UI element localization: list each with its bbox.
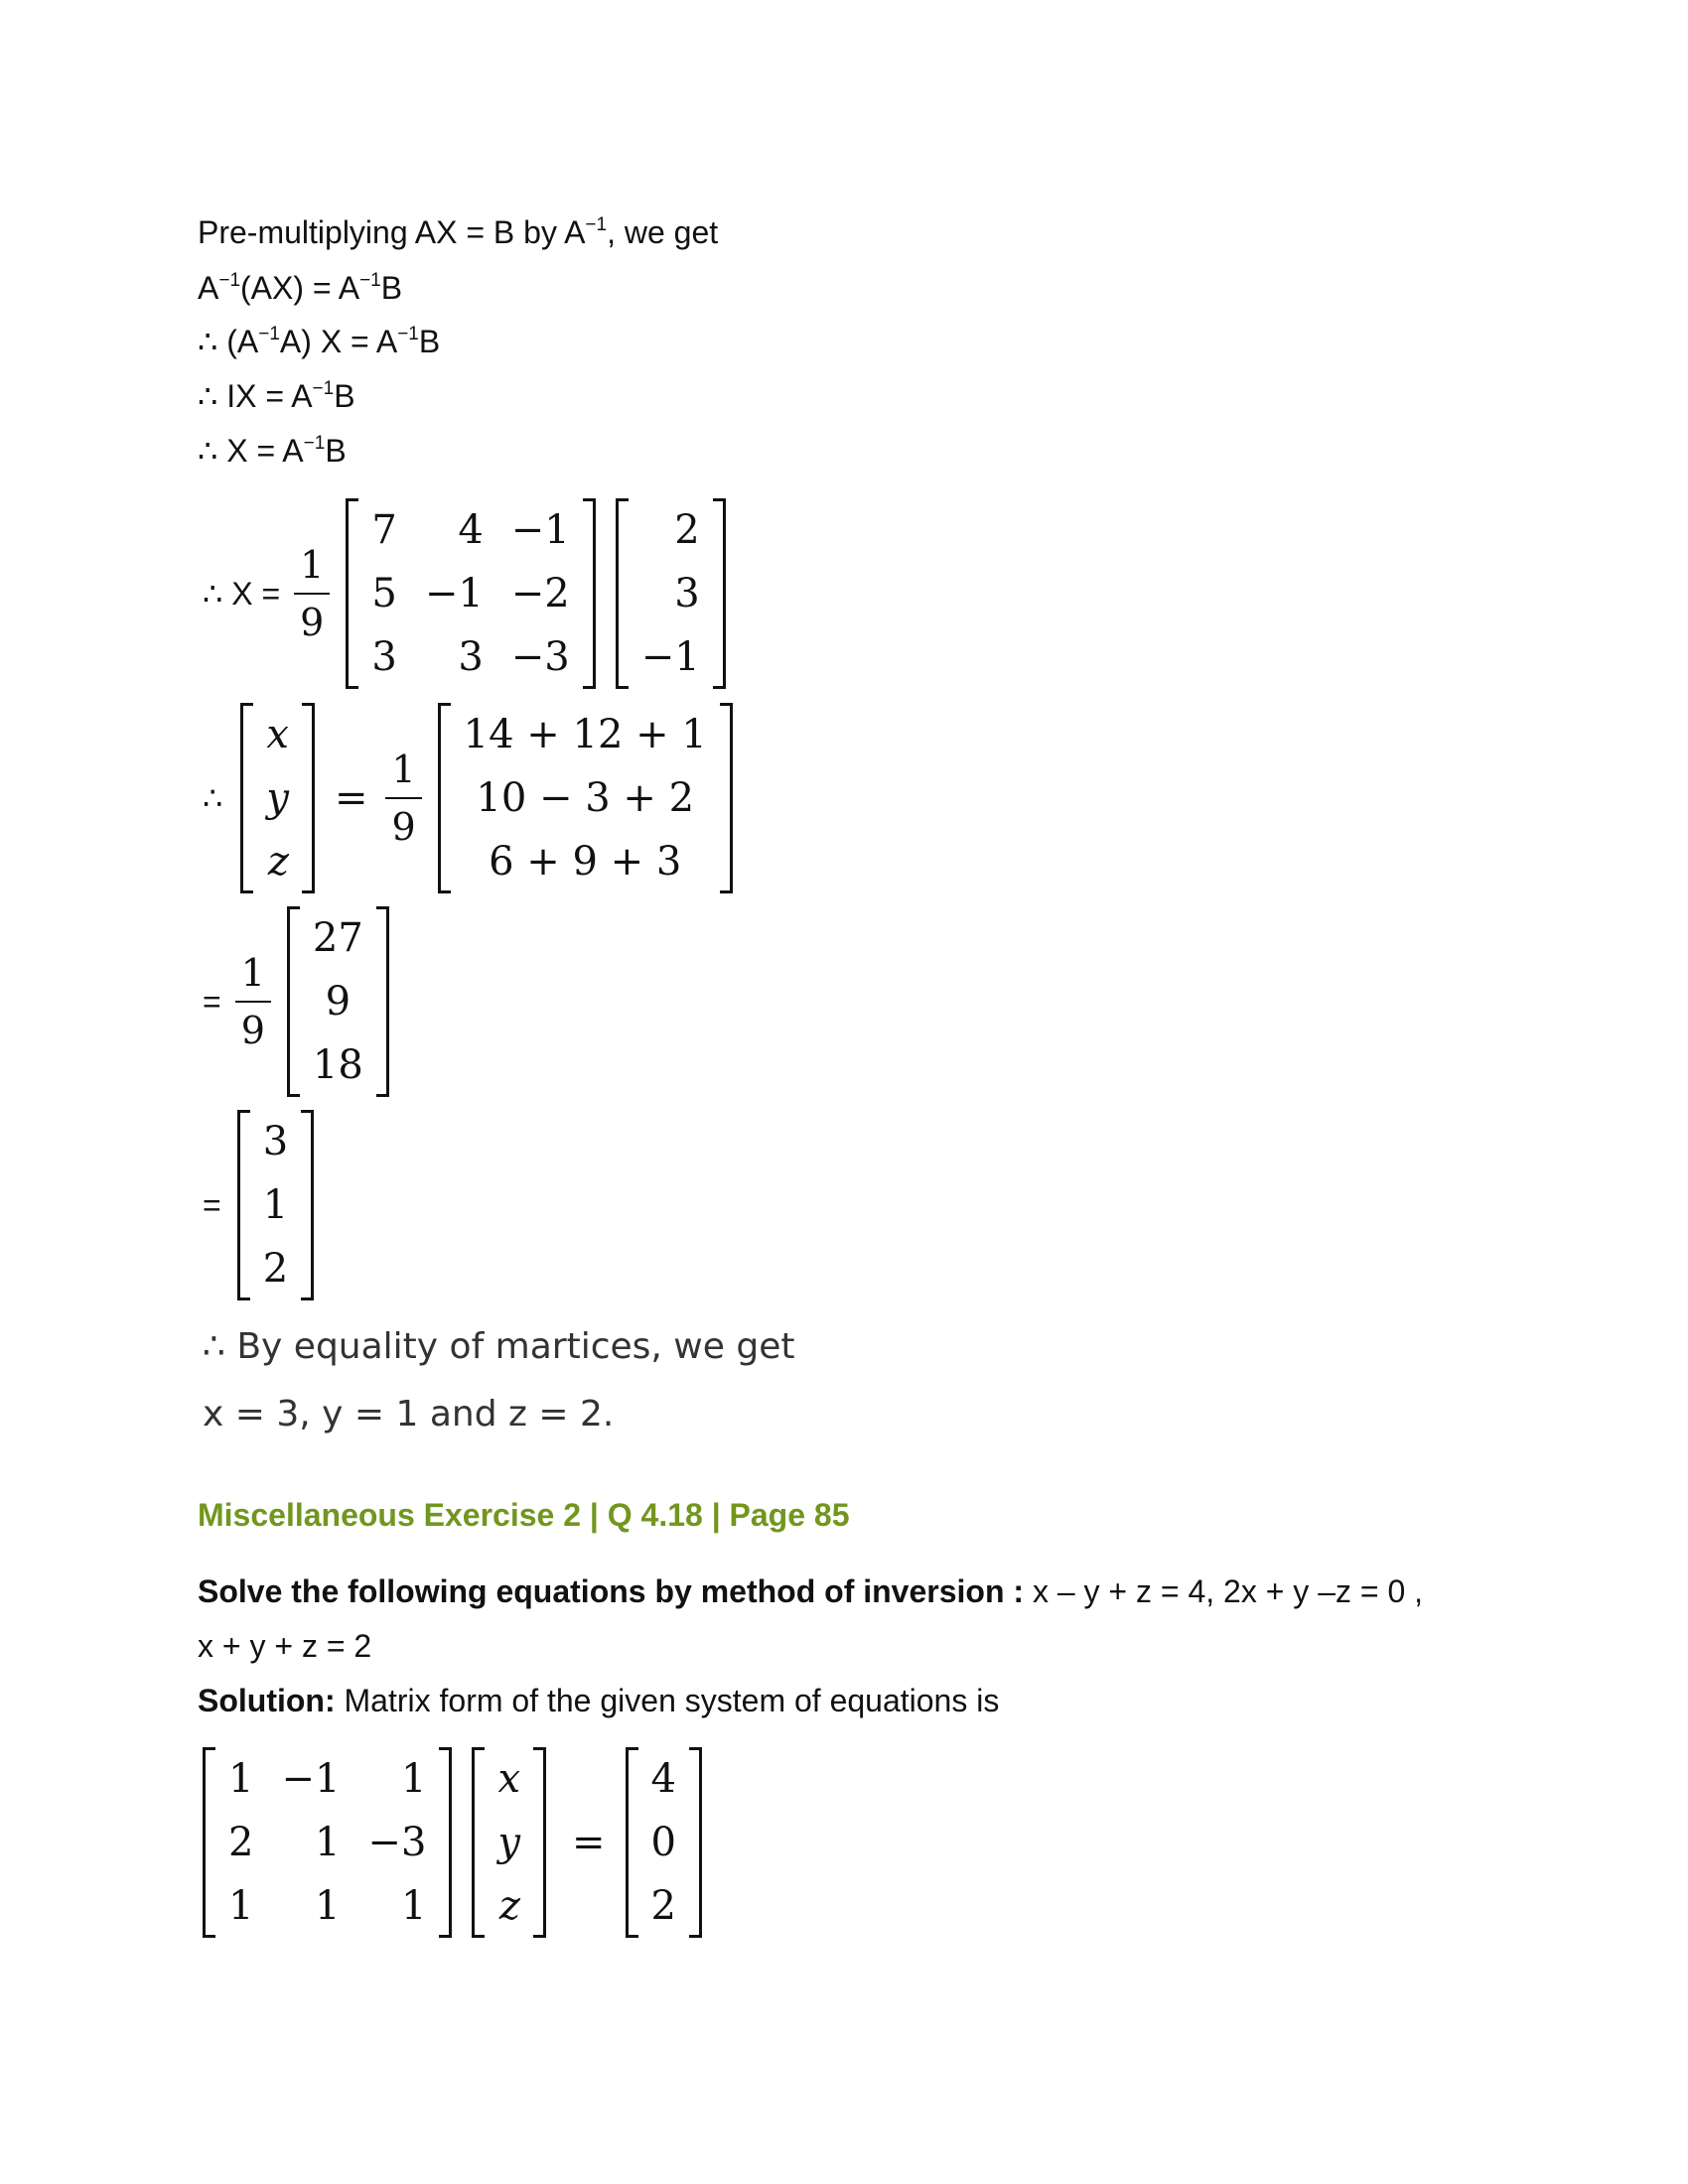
vector-cell: 10 − 3 + 2 xyxy=(476,775,695,821)
matrix-cell: 5 xyxy=(371,571,397,616)
question-line-1 xyxy=(198,1571,1423,1611)
fraction xyxy=(385,748,421,849)
equation-xyz-expanded xyxy=(203,703,751,893)
adjoint-matrix xyxy=(344,498,597,689)
step-line-4 xyxy=(198,376,355,416)
vector-cell: 0 xyxy=(650,1820,676,1865)
superscript: −1 xyxy=(303,433,326,454)
variable-vector xyxy=(470,1747,548,1938)
fraction-numerator: 1 xyxy=(391,748,416,791)
fraction xyxy=(294,543,330,644)
step-text: , we get xyxy=(607,214,719,250)
fraction xyxy=(235,951,271,1052)
rhs-vector xyxy=(624,1747,704,1938)
vector-cell: 2 xyxy=(262,1246,289,1292)
vector-cell: 18 xyxy=(312,1042,363,1088)
superscript: −1 xyxy=(258,324,280,344)
system-matrix-form xyxy=(201,1747,720,1938)
vector-cell: −1 xyxy=(640,634,700,680)
constant-vector xyxy=(614,498,728,689)
therefore-symbol: ∴ xyxy=(203,779,223,817)
superscript: −1 xyxy=(312,378,335,399)
superscript: −1 xyxy=(585,214,608,235)
vector-cell: y xyxy=(497,1820,520,1865)
equation-x-product xyxy=(203,498,744,689)
vector-cell: 4 xyxy=(650,1756,676,1802)
equals-lead: = xyxy=(203,983,221,1020)
matrix-cell: −1 xyxy=(281,1756,341,1802)
vector-cell: x xyxy=(266,712,289,757)
result-vector-scaled xyxy=(285,906,391,1097)
equals-lead: = xyxy=(203,1186,221,1223)
conclusion-line-2: x = 3, y = 1 and z = 2. xyxy=(203,1394,615,1434)
step-text: (AX) = A xyxy=(240,270,360,306)
step-text: B xyxy=(325,433,347,469)
equation-simplified xyxy=(203,906,407,1097)
solution-label: Solution: xyxy=(198,1683,336,1718)
step-text: ∴ X = A xyxy=(198,433,304,469)
equation-lead: ∴ X = xyxy=(203,576,281,612)
step-text: ∴ (A xyxy=(198,324,259,359)
equation-result xyxy=(203,1110,332,1300)
superscript: −1 xyxy=(218,270,241,291)
vector-cell: z xyxy=(267,839,289,885)
variable-vector xyxy=(238,703,317,893)
vector-cell: 2 xyxy=(650,1883,676,1929)
step-text: B xyxy=(334,378,355,414)
step-text: ∴ IX = A xyxy=(198,378,313,414)
coefficient-matrix xyxy=(201,1747,454,1938)
vector-cell: 9 xyxy=(325,979,352,1024)
matrix-cell: 1 xyxy=(400,1756,427,1802)
vector-cell: y xyxy=(266,775,289,821)
fraction-denominator: 9 xyxy=(235,1001,271,1052)
step-line-1 xyxy=(198,212,718,252)
matrix-cell: −1 xyxy=(510,507,570,553)
superscript: −1 xyxy=(397,324,419,344)
solution-text: Matrix form of the given system of equations is xyxy=(335,1683,1000,1718)
question-text: x – y + z = 4, 2x + y –z = 0 , xyxy=(1024,1573,1424,1609)
matrix-cell: 7 xyxy=(371,507,397,553)
question-label: Solve the following equations by method of inversion : xyxy=(198,1573,1025,1609)
step-line-5 xyxy=(198,431,347,471)
matrix-cell: −3 xyxy=(510,634,570,680)
matrix-cell: 4 xyxy=(458,507,484,553)
vector-cell: 6 + 9 + 3 xyxy=(489,839,682,885)
equals-sign: = xyxy=(334,775,368,821)
result-vector xyxy=(235,1110,316,1300)
step-text: A) X = A xyxy=(279,324,398,359)
step-text: Pre-multiplying AX = B by A xyxy=(198,214,586,250)
matrix-cell: 1 xyxy=(314,1883,341,1929)
step-text: A xyxy=(198,270,219,306)
vector-cell: 3 xyxy=(262,1119,289,1164)
solution-line xyxy=(198,1681,999,1720)
vector-cell: 2 xyxy=(674,507,700,553)
matrix-cell: 2 xyxy=(228,1820,254,1865)
matrix-cell: 1 xyxy=(400,1883,427,1929)
matrix-cell: 1 xyxy=(314,1820,341,1865)
fraction-numerator: 1 xyxy=(300,543,325,587)
step-line-3 xyxy=(198,322,440,361)
conclusion-line-1: ∴ By equality of martices, we get xyxy=(203,1326,795,1367)
question-text: x + y + z = 2 xyxy=(198,1628,372,1664)
matrix-cell: −2 xyxy=(510,571,570,616)
matrix-cell: −1 xyxy=(424,571,484,616)
sum-vector xyxy=(436,703,735,893)
vector-cell: 3 xyxy=(674,571,700,616)
vector-cell: 1 xyxy=(262,1182,289,1228)
step-line-2 xyxy=(198,268,402,308)
fraction-denominator: 9 xyxy=(294,593,330,644)
matrix-cell: 3 xyxy=(458,634,484,680)
vector-cell: z xyxy=(498,1883,520,1929)
matrix-cell: 3 xyxy=(371,634,397,680)
step-text: B xyxy=(380,270,403,306)
fraction-denominator: 9 xyxy=(385,797,421,849)
question-line-2 xyxy=(198,1626,371,1666)
vector-cell: 27 xyxy=(312,915,363,961)
matrix-cell: −3 xyxy=(367,1820,427,1865)
step-text: B xyxy=(418,324,441,359)
vector-cell: x xyxy=(497,1756,520,1802)
matrix-cell: 1 xyxy=(228,1883,254,1929)
exercise-heading: Miscellaneous Exercise 2 | Q 4.18 | Page 85 xyxy=(198,1497,850,1533)
matrix-cell: 1 xyxy=(228,1756,254,1802)
equals-sign: = xyxy=(572,1820,606,1865)
vector-cell: 14 + 12 + 1 xyxy=(463,712,707,757)
fraction-numerator: 1 xyxy=(240,951,265,995)
superscript: −1 xyxy=(359,270,381,291)
